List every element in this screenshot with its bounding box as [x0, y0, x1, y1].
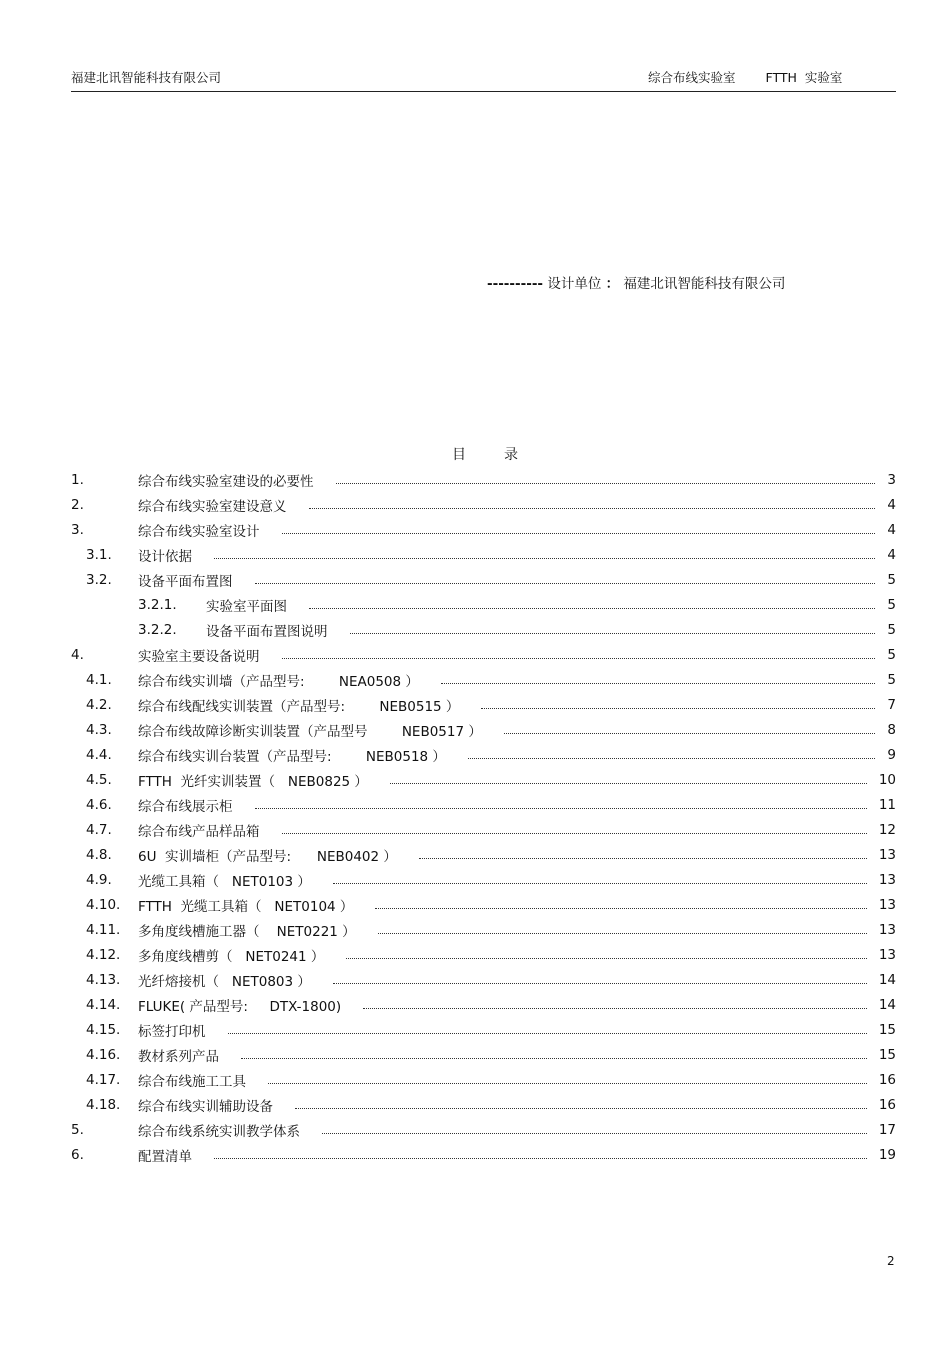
toc-entry[interactable] [0, 867, 950, 892]
toc-entry-leader [441, 682, 876, 684]
toc-entry-label: 综合布线故障诊断实训装置（产品型号 NEB0517 ） [138, 723, 482, 740]
toc-entry-page: 5 [887, 671, 896, 688]
toc-title-char-1: 目 [452, 447, 466, 463]
toc-entry-page: 11 [878, 796, 896, 813]
toc-entry[interactable] [0, 1042, 950, 1067]
toc-entry-page: 4 [887, 546, 896, 563]
toc-entry-page: 8 [887, 721, 896, 738]
toc-entry-page: 15 [878, 1046, 896, 1063]
toc-entry-label: 综合布线实验室设计 [138, 523, 260, 540]
toc-entry[interactable] [0, 717, 950, 742]
toc-entry-number: 4.16. [86, 1046, 121, 1063]
toc-entry-leader [378, 932, 867, 934]
toc-entry-leader [468, 757, 875, 759]
toc-entry-page: 16 [878, 1071, 896, 1088]
toc-entry-label: 综合布线系统实训教学体系 [138, 1123, 300, 1140]
toc-entry-number: 4.12. [86, 946, 121, 963]
header-labs [648, 68, 842, 86]
toc-entry-label: 教材系列产品 [138, 1048, 219, 1065]
toc-entry-label: 光缆工具箱（ NET0103 ） [138, 873, 311, 890]
toc-entry[interactable] [0, 617, 950, 642]
toc-entry-leader [295, 1107, 867, 1109]
toc-entry-label: FLUKE( 产品型号: DTX-1800) [138, 998, 342, 1015]
toc-entry[interactable] [0, 942, 950, 967]
toc-entry-label: 设计依据 [138, 548, 192, 565]
toc-entry-number: 4.6. [86, 796, 112, 813]
toc-entry-page: 9 [887, 746, 896, 763]
toc-entry[interactable] [0, 667, 950, 692]
toc-entry-label: 多角度线槽施工器（ NET0221 ） [138, 923, 356, 940]
toc-entry-number: 4.14. [86, 996, 121, 1013]
toc-entry-number: 4.18. [86, 1096, 121, 1113]
toc-entry-number: 3.2.1. [138, 596, 177, 613]
toc-entry-leader [309, 507, 876, 509]
toc-entry-label: FTTH 光缆工具箱（ NET0104 ） [138, 898, 354, 915]
toc-entry[interactable] [0, 967, 950, 992]
toc-entry-label: 综合布线展示柜 [138, 798, 233, 815]
header-lab-cabling: 综合布线实验室 [648, 70, 736, 85]
toc-entry-label: 综合布线施工工具 [138, 1073, 246, 1090]
toc-entry-number: 4.4. [86, 746, 112, 763]
toc-entry[interactable] [0, 642, 950, 667]
toc-entry-leader [282, 532, 876, 534]
toc-entry-number: 6. [71, 1146, 84, 1163]
toc-entry-label: 综合布线配线实训装置（产品型号: NEB0515 ） [138, 698, 460, 715]
toc-entry-label: 综合布线实训辅助设备 [138, 1098, 273, 1115]
toc-entry-number: 4.1. [86, 671, 112, 688]
toc-entry-page: 10 [878, 771, 896, 788]
toc-entry-leader [363, 1007, 867, 1009]
toc-entry-leader [282, 832, 867, 834]
toc-entry-number: 4.15. [86, 1021, 121, 1038]
toc-entry-leader [419, 857, 867, 859]
toc-entry[interactable] [0, 1092, 950, 1117]
design-unit-dashes: ---------- [487, 276, 544, 292]
header-divider [71, 91, 896, 92]
page-number: 2 [887, 1254, 895, 1268]
toc-entry-label: 综合布线实训墙（产品型号: NEA0508 ） [138, 673, 419, 690]
toc-entry-label: 实验室平面图 [206, 598, 287, 615]
toc-entry-number: 4.17. [86, 1071, 121, 1088]
toc-entry-page: 16 [878, 1096, 896, 1113]
toc-entry[interactable] [0, 842, 950, 867]
toc-entry-label: 综合布线实训台装置（产品型号: NEB0518 ） [138, 748, 446, 765]
toc-entry[interactable] [0, 542, 950, 567]
toc-entry-page: 5 [887, 621, 896, 638]
toc-entry-number: 4.2. [86, 696, 112, 713]
toc-entry-page: 13 [878, 871, 896, 888]
toc-entry-page: 4 [887, 496, 896, 513]
toc-entry[interactable] [0, 1067, 950, 1092]
toc-entry-label: 多角度线槽剪（ NET0241 ） [138, 948, 325, 965]
toc-entry-leader [255, 582, 876, 584]
toc-entry-page: 14 [878, 996, 896, 1013]
design-unit-label: 设计单位 [547, 276, 602, 292]
toc-entry-label: 标签打印机 [138, 1023, 206, 1040]
toc-entry-page: 7 [887, 696, 896, 713]
toc-entry[interactable] [0, 917, 950, 942]
design-unit-company: 福建北讯智能科技有限公司 [623, 276, 786, 292]
design-unit-colon: ： [605, 276, 620, 292]
toc-entry-page: 3 [887, 471, 896, 488]
toc-entry-number: 4.9. [86, 871, 112, 888]
toc-entry-label: 6U 实训墙柜（产品型号: NEB0402 ） [138, 848, 397, 865]
toc-entry-number: 3. [71, 521, 84, 538]
toc-entry-leader [333, 882, 867, 884]
toc-entry-number: 4.10. [86, 896, 121, 913]
toc-entry-leader [504, 732, 876, 734]
toc-entry-number: 4.5. [86, 771, 112, 788]
toc-entry-page: 15 [878, 1021, 896, 1038]
toc-entry-page: 5 [887, 596, 896, 613]
toc-entry[interactable] [0, 592, 950, 617]
toc-entry[interactable] [0, 892, 950, 917]
toc-entry-leader [322, 1132, 867, 1134]
toc-entry[interactable] [0, 1117, 950, 1142]
toc-entry-leader [333, 982, 867, 984]
toc-entry[interactable] [0, 992, 950, 1017]
toc-entry[interactable] [0, 742, 950, 767]
toc-title [452, 444, 518, 464]
toc-entry-number: 4. [71, 646, 84, 663]
toc-entry-number: 4.7. [86, 821, 112, 838]
toc-entry-number: 3.1. [86, 546, 112, 563]
toc-entry-label: 配置清单 [138, 1148, 192, 1165]
toc-entry-number: 4.13. [86, 971, 121, 988]
toc-entry-leader [282, 657, 876, 659]
toc-entry-leader [336, 482, 876, 484]
toc-entry-number: 5. [71, 1121, 84, 1138]
toc-entry[interactable] [0, 567, 950, 592]
toc-entry-page: 4 [887, 521, 896, 538]
toc-entry[interactable] [0, 1017, 950, 1042]
toc-entry-number: 4.3. [86, 721, 112, 738]
toc-entry-leader [375, 907, 866, 909]
toc-entry-page: 13 [878, 921, 896, 938]
toc-entry-label: 实验室主要设备说明 [138, 648, 260, 665]
toc-entry-leader [346, 957, 866, 959]
toc-entry-page: 12 [878, 821, 896, 838]
toc-entry[interactable] [0, 517, 950, 542]
toc-entry-leader [309, 607, 875, 609]
toc-entry[interactable] [0, 817, 950, 842]
design-unit-line [487, 272, 785, 292]
toc-entry-label: 综合布线实验室建设的必要性 [138, 473, 314, 490]
toc-entry-leader [481, 707, 875, 709]
toc-entry[interactable] [0, 767, 950, 792]
toc-entry-number: 4.8. [86, 846, 112, 863]
toc-entry[interactable] [0, 792, 950, 817]
toc-entry-leader [268, 1082, 867, 1084]
toc-entry-page: 19 [878, 1146, 896, 1163]
toc-entry-page: 13 [878, 946, 896, 963]
toc-entry-leader [350, 632, 876, 634]
toc-entry-leader [390, 782, 867, 784]
toc-entry-page: 13 [878, 846, 896, 863]
toc-entry[interactable] [0, 492, 950, 517]
toc-entry-page: 5 [887, 571, 896, 588]
toc-entry-leader [255, 807, 867, 809]
toc-entry-number: 3.2.2. [138, 621, 177, 638]
toc-entry-page: 17 [878, 1121, 896, 1138]
toc-entry-leader [214, 557, 875, 559]
toc-entry-number: 3.2. [86, 571, 112, 588]
toc-title-char-2: 录 [504, 447, 518, 463]
toc-entry-page: 13 [878, 896, 896, 913]
toc-entry-page: 5 [887, 646, 896, 663]
toc-entry-number: 4.11. [86, 921, 121, 938]
toc-entry-leader [241, 1057, 867, 1059]
header-lab-ftth: FTTH 实验室 [765, 70, 843, 85]
toc-entry[interactable] [0, 467, 950, 492]
toc-entry-leader [214, 1157, 867, 1159]
toc-entry-number: 1. [71, 471, 84, 488]
toc-entry-label: 设备平面布置图 [138, 573, 233, 590]
toc-entry-label: FTTH 光纤实训装置（ NEB0825 ） [138, 773, 368, 790]
toc-entry-label: 光纤熔接机（ NET0803 ） [138, 973, 311, 990]
toc-entry-label: 综合布线产品样品箱 [138, 823, 260, 840]
toc-entry-label: 综合布线实验室建设意义 [138, 498, 287, 515]
toc-entry[interactable] [0, 1142, 950, 1167]
toc-entry-page: 14 [878, 971, 896, 988]
toc-entry-leader [228, 1032, 867, 1034]
toc-entry[interactable] [0, 692, 950, 717]
header-company: 福建北讯智能科技有限公司 [71, 70, 222, 85]
toc-entry-label: 设备平面布置图说明 [206, 623, 328, 640]
toc-entry-number: 2. [71, 496, 84, 513]
